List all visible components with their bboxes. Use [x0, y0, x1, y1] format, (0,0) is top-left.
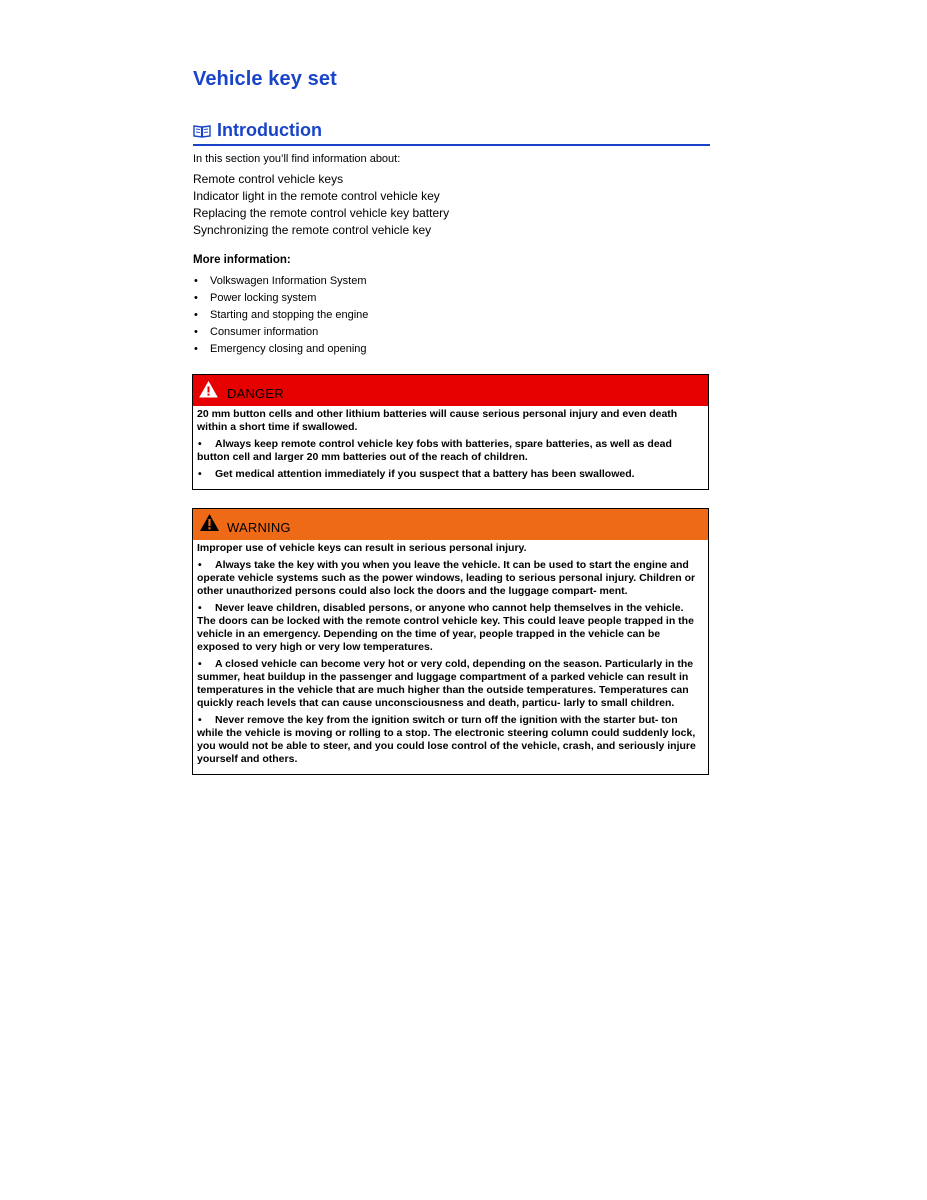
topic-list — [193, 171, 449, 239]
danger-intro: 20 mm button cells and other lithium batteries will cause serious personal injury and even death within a short time if swallowed. — [197, 408, 678, 433]
more-info-link[interactable]: • Emergency closing and opening — [193, 341, 368, 358]
more-info-link[interactable]: • Volkswagen Information System — [193, 273, 368, 290]
danger-title: DANGER — [227, 386, 284, 401]
section-title: Introduction — [217, 120, 322, 140]
page-title: Vehicle key set — [193, 68, 337, 90]
warning-header — [193, 509, 708, 540]
danger-box — [192, 374, 709, 490]
warning-title: WARNING — [227, 520, 291, 535]
danger-bullet: • Always keep remote control vehicle key fobs with batteries, spare batteries, as well as dead button cell and larger 20 mm batteries out of the reach of children. — [197, 438, 672, 463]
danger-body — [193, 406, 708, 489]
more-info-link[interactable]: • Power locking system — [193, 290, 368, 307]
warning-body — [193, 540, 708, 774]
more-info-link[interactable]: • Consumer information — [193, 324, 368, 341]
topic-link[interactable]: Remote control vehicle keys — [193, 172, 344, 186]
danger-bullet: • Get medical attention immediately if you suspect that a battery has been swallowed. — [198, 468, 635, 480]
warning-bullet: • Never remove the key from the ignition switch or turn off the ignition with the starter but- ton while the vehicle is moving or rolling to a stop. The electronic steering column could suddenly lock, you would not be able to steer, and you could lose control of the vehicle, crash, and seriously injure yourself and others. — [197, 714, 696, 765]
warning-intro: Improper use of vehicle keys can result in serious personal injury. — [197, 542, 527, 554]
warning-triangle-icon — [199, 381, 218, 398]
warning-bullet: • A closed vehicle can become very hot or very cold, depending on the season. Particularly in the summer, heat buildup in the passenger and luggage compartment of a parked vehicle can result in temperatures in the vehicle that are much higher than the outside temperatures. Temperatures can quickly reach levels that can cause unconsciousness and death, particu- larly to small children. — [197, 658, 694, 709]
warning-box — [192, 508, 709, 775]
intro-lead: In this section you’ll find information about: — [193, 153, 401, 165]
warning-bullet: • Always take the key with you when you leave the vehicle. It can be used to start the engine and operate vehicle systems such as the power windows, leading to serious personal injury. Children or other unauthorized persons could also lock the doors and the luggage compart- ment. — [197, 559, 696, 597]
book-icon — [193, 124, 211, 138]
section-header — [193, 120, 710, 146]
topic-link[interactable]: Replacing the remote control vehicle key battery — [193, 206, 450, 220]
more-info-label: More information: — [193, 254, 291, 266]
more-info-link[interactable]: • Starting and stopping the engine — [193, 307, 368, 324]
topic-link[interactable]: Indicator light in the remote control vehicle key — [193, 189, 440, 203]
topic-link[interactable]: Synchronizing the remote control vehicle key — [193, 223, 432, 237]
warning-triangle-icon — [199, 513, 220, 532]
danger-header — [193, 375, 708, 406]
warning-bullet: • Never leave children, disabled persons, or anyone who cannot help themselves in the vehicle. The doors can be locked with the remote control vehicle key. This could leave people trapped in the vehicle in an emergency. Depending on the time of year, people trapped in the vehicle can be exposed to very high or very low temperatures. — [197, 602, 694, 653]
more-info-list — [193, 273, 368, 358]
